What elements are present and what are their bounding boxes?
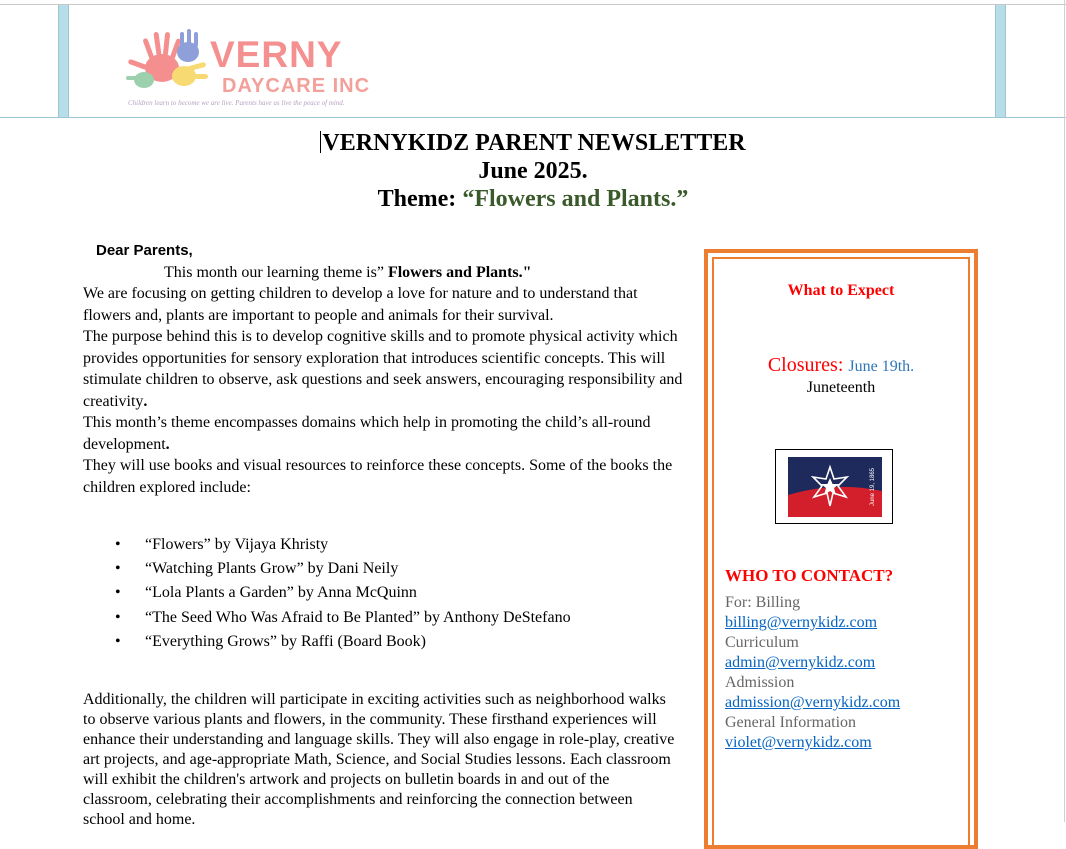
greeting: Dear Parents,: [96, 242, 193, 259]
theme-label: Theme:: [377, 186, 463, 212]
contact-label-admission: Admission: [725, 674, 795, 691]
theme-value: “Flowers and Plants.”: [462, 186, 689, 212]
intro-theme: Flowers and Plants.": [387, 263, 532, 281]
logo-wordmark-daycare: DAYCARE INC: [222, 75, 371, 97]
closures-line: [704, 354, 978, 377]
logo-tagline: Children learn to become we are live. Parents have us live the peace of mind.: [128, 99, 345, 107]
logo-wordmark-verny: VERNY: [210, 34, 343, 75]
list-item: • “Watching Plants Grow” by Dani Neily: [115, 557, 571, 581]
list-item: • “Flowers” by Vijaya Khristy: [115, 533, 571, 557]
verny-daycare-logo: [122, 24, 382, 110]
list-item: • “Lola Plants a Garden” by Anna McQuinn: [115, 581, 571, 605]
book-list: [115, 533, 571, 654]
juneteenth-flag-icon: [788, 457, 882, 517]
list-item: • “Everything Grows” by Raffi (Board Book): [115, 630, 571, 654]
paragraph-domains-text: This month’s theme encompasses domains which help in promoting the child’s all-round development: [83, 414, 651, 453]
contact-label-billing: For: Billing: [725, 594, 801, 611]
closures-date: June 19th.: [848, 358, 915, 375]
paragraph-domains: [83, 412, 683, 455]
what-to-expect-box: [704, 249, 978, 849]
paragraph-domains-end: .: [165, 435, 170, 453]
newsletter-theme: [0, 186, 1066, 213]
contact-list: [725, 593, 900, 753]
paragraph-nature: We are focusing on getting children to develop a love for nature and to understand that flowers and, plants are important to people and animals for their survival.: [83, 285, 638, 324]
header-divider: [0, 117, 1066, 118]
header-margin-bar-right: [995, 5, 1006, 117]
list-item: • “The Seed Who Was Afraid to Be Planted” by Anthony DeStefano: [115, 606, 571, 630]
contact-label-general: General Information: [725, 714, 857, 731]
who-to-contact-heading: WHO TO CONTACT?: [725, 566, 894, 585]
intro-line: [164, 262, 683, 284]
newsletter-title-text: VERNYKIDZ PARENT NEWSLETTER: [322, 130, 746, 156]
newsletter-body: [83, 240, 683, 498]
paragraph-books-intro: They will use books and visual resources to reinforce these concepts. Some of the books the children explored include:: [83, 457, 673, 496]
closures-label: Closures:: [767, 354, 849, 376]
page-top-border: [0, 4, 1066, 5]
handprints-icon: [122, 24, 222, 99]
closures-note: Juneteenth: [806, 379, 876, 396]
contact-email-general[interactable]: violet@vernykidz.com: [725, 734, 872, 751]
paragraph-purpose-end: .: [143, 392, 148, 410]
paragraph-activities: Additionally, the children will participate in exciting activities such as neighborhood walks to observe various plants and flowers, in the community. These firsthand experiences will enhance their understanding and language skills. They will also engage in role-play, creative art projects, and age-appropriate Math, Science, and Social Studies lessons. Each classroom will exhibit the children's artwork and projects on bulletin boards in and out of the classroom, celebrating their accomplishments and reinforcing the connection between school and home.: [83, 691, 675, 828]
contact-email-admission[interactable]: admission@vernykidz.com: [725, 694, 901, 711]
newsletter-title: [0, 130, 1066, 157]
intro-prefix: This month our learning theme is”: [164, 263, 388, 281]
contact-email-curriculum[interactable]: admin@vernykidz.com: [725, 654, 876, 671]
what-to-expect-heading: What to Expect: [787, 282, 895, 299]
juneteenth-flag-image: [775, 449, 893, 524]
header-margin-bar-left: [58, 5, 69, 117]
paragraph-purpose-text: The purpose behind this is to develop cognitive skills and to promote physical activity which provides opportunities for sensory exploration that introduces scientific concepts. This will stimulate children to observe, ask questions and seek answers, encouraging responsibility and creativity: [83, 328, 683, 410]
paragraph-purpose: [83, 326, 683, 412]
flag-date-text: June 19, 1865: [870, 467, 876, 507]
page-right-edge: [1064, 0, 1065, 822]
newsletter-date: June 2025.: [478, 158, 588, 184]
contact-label-curriculum: Curriculum: [725, 634, 799, 651]
what-to-expect-inner-border: [712, 257, 970, 845]
contact-email-billing[interactable]: billing@vernykidz.com: [725, 614, 878, 631]
